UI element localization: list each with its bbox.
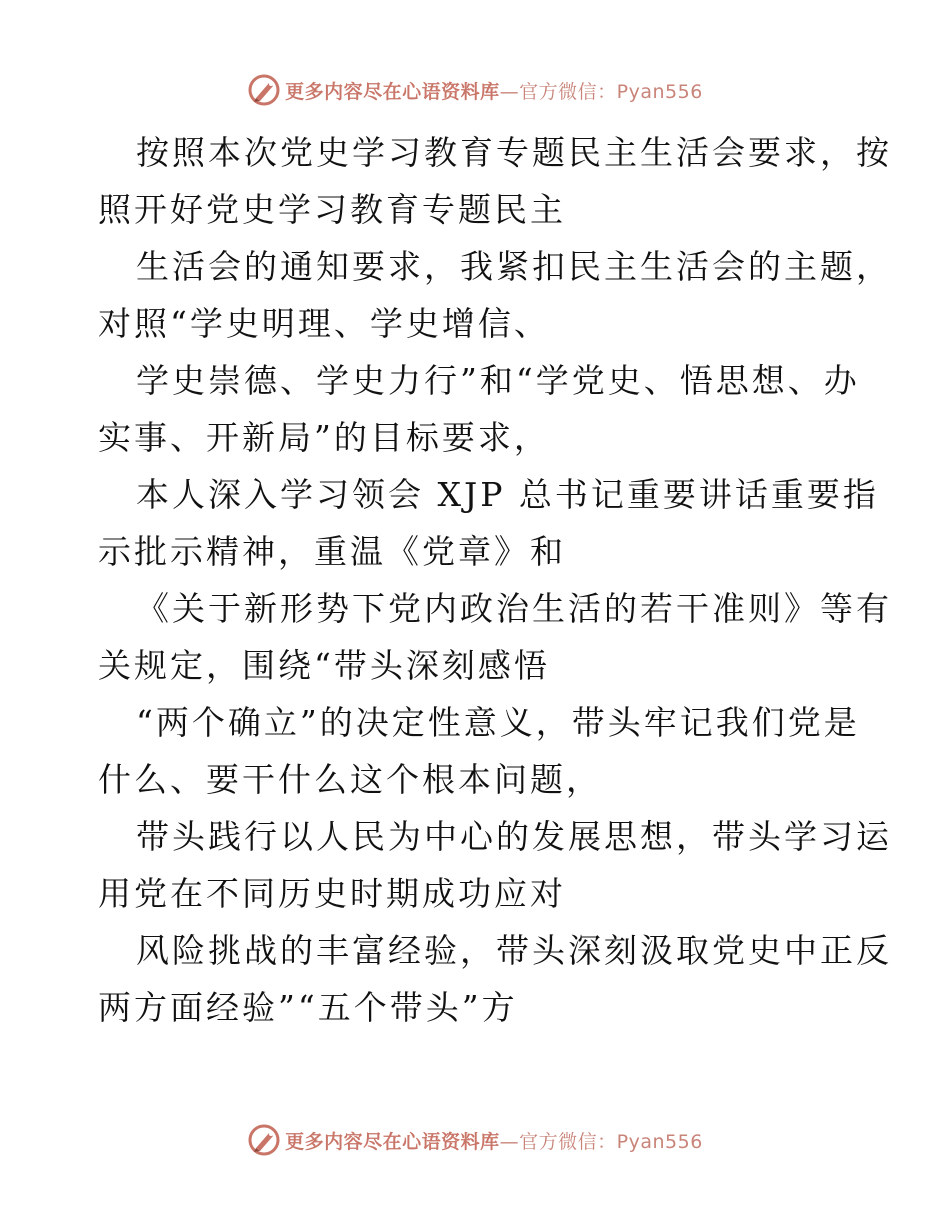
text-line: 按照本次党史学习教育专题民主生活会要求，按 <box>136 133 892 172</box>
text-line: 学史崇德、学史力行”和“学党史、悟思想、办 <box>136 361 860 400</box>
text-line: 本人深入学习领会 XJP 总书记重要讲话重要指 <box>136 475 879 514</box>
pen-logo-icon <box>247 1123 281 1157</box>
header-wechat: —官方微信：Pyan556 <box>499 80 703 103</box>
text-line: 带头践行以人民为中心的发展思想，带头学习运 <box>136 817 892 856</box>
text-line: 实事、开新局”的目标要求， <box>98 418 550 457</box>
text-line: 生活会的通知要求，我紧扣民主生活会的主题， <box>136 247 892 286</box>
text-line: 风险挑战的丰富经验，带头深刻汲取党史中正反 <box>136 931 892 970</box>
text-line: 关规定，围绕“带头深刻感悟 <box>98 646 550 685</box>
footer-brand: 更多内容尽在心语资料库 <box>285 1130 500 1153</box>
text-line: 用党在不同历史时期成功应对 <box>98 874 566 913</box>
footer-wechat: —官方微信：Pyan556 <box>499 1130 703 1153</box>
header-banner <box>0 70 950 110</box>
pen-logo-icon <box>247 73 281 107</box>
document-body <box>98 124 892 1036</box>
text-line: 两方面经验”“五个带头”方 <box>98 988 518 1027</box>
text-line: 照开好党史学习教育专题民主 <box>98 190 566 229</box>
text-line: 示批示精神，重温《党章》和 <box>98 532 566 571</box>
text-line: 什么、要干什么这个根本问题， <box>98 760 602 799</box>
header-brand: 更多内容尽在心语资料库 <box>285 80 500 103</box>
footer-banner <box>0 1120 950 1160</box>
text-line: “两个确立”的决定性意义，带头牢记我们党是 <box>136 703 860 742</box>
text-line: 对照“学史明理、学史增信、 <box>98 304 550 343</box>
text-line: 《关于新形势下党内政治生活的若干准则》等有 <box>136 589 892 628</box>
